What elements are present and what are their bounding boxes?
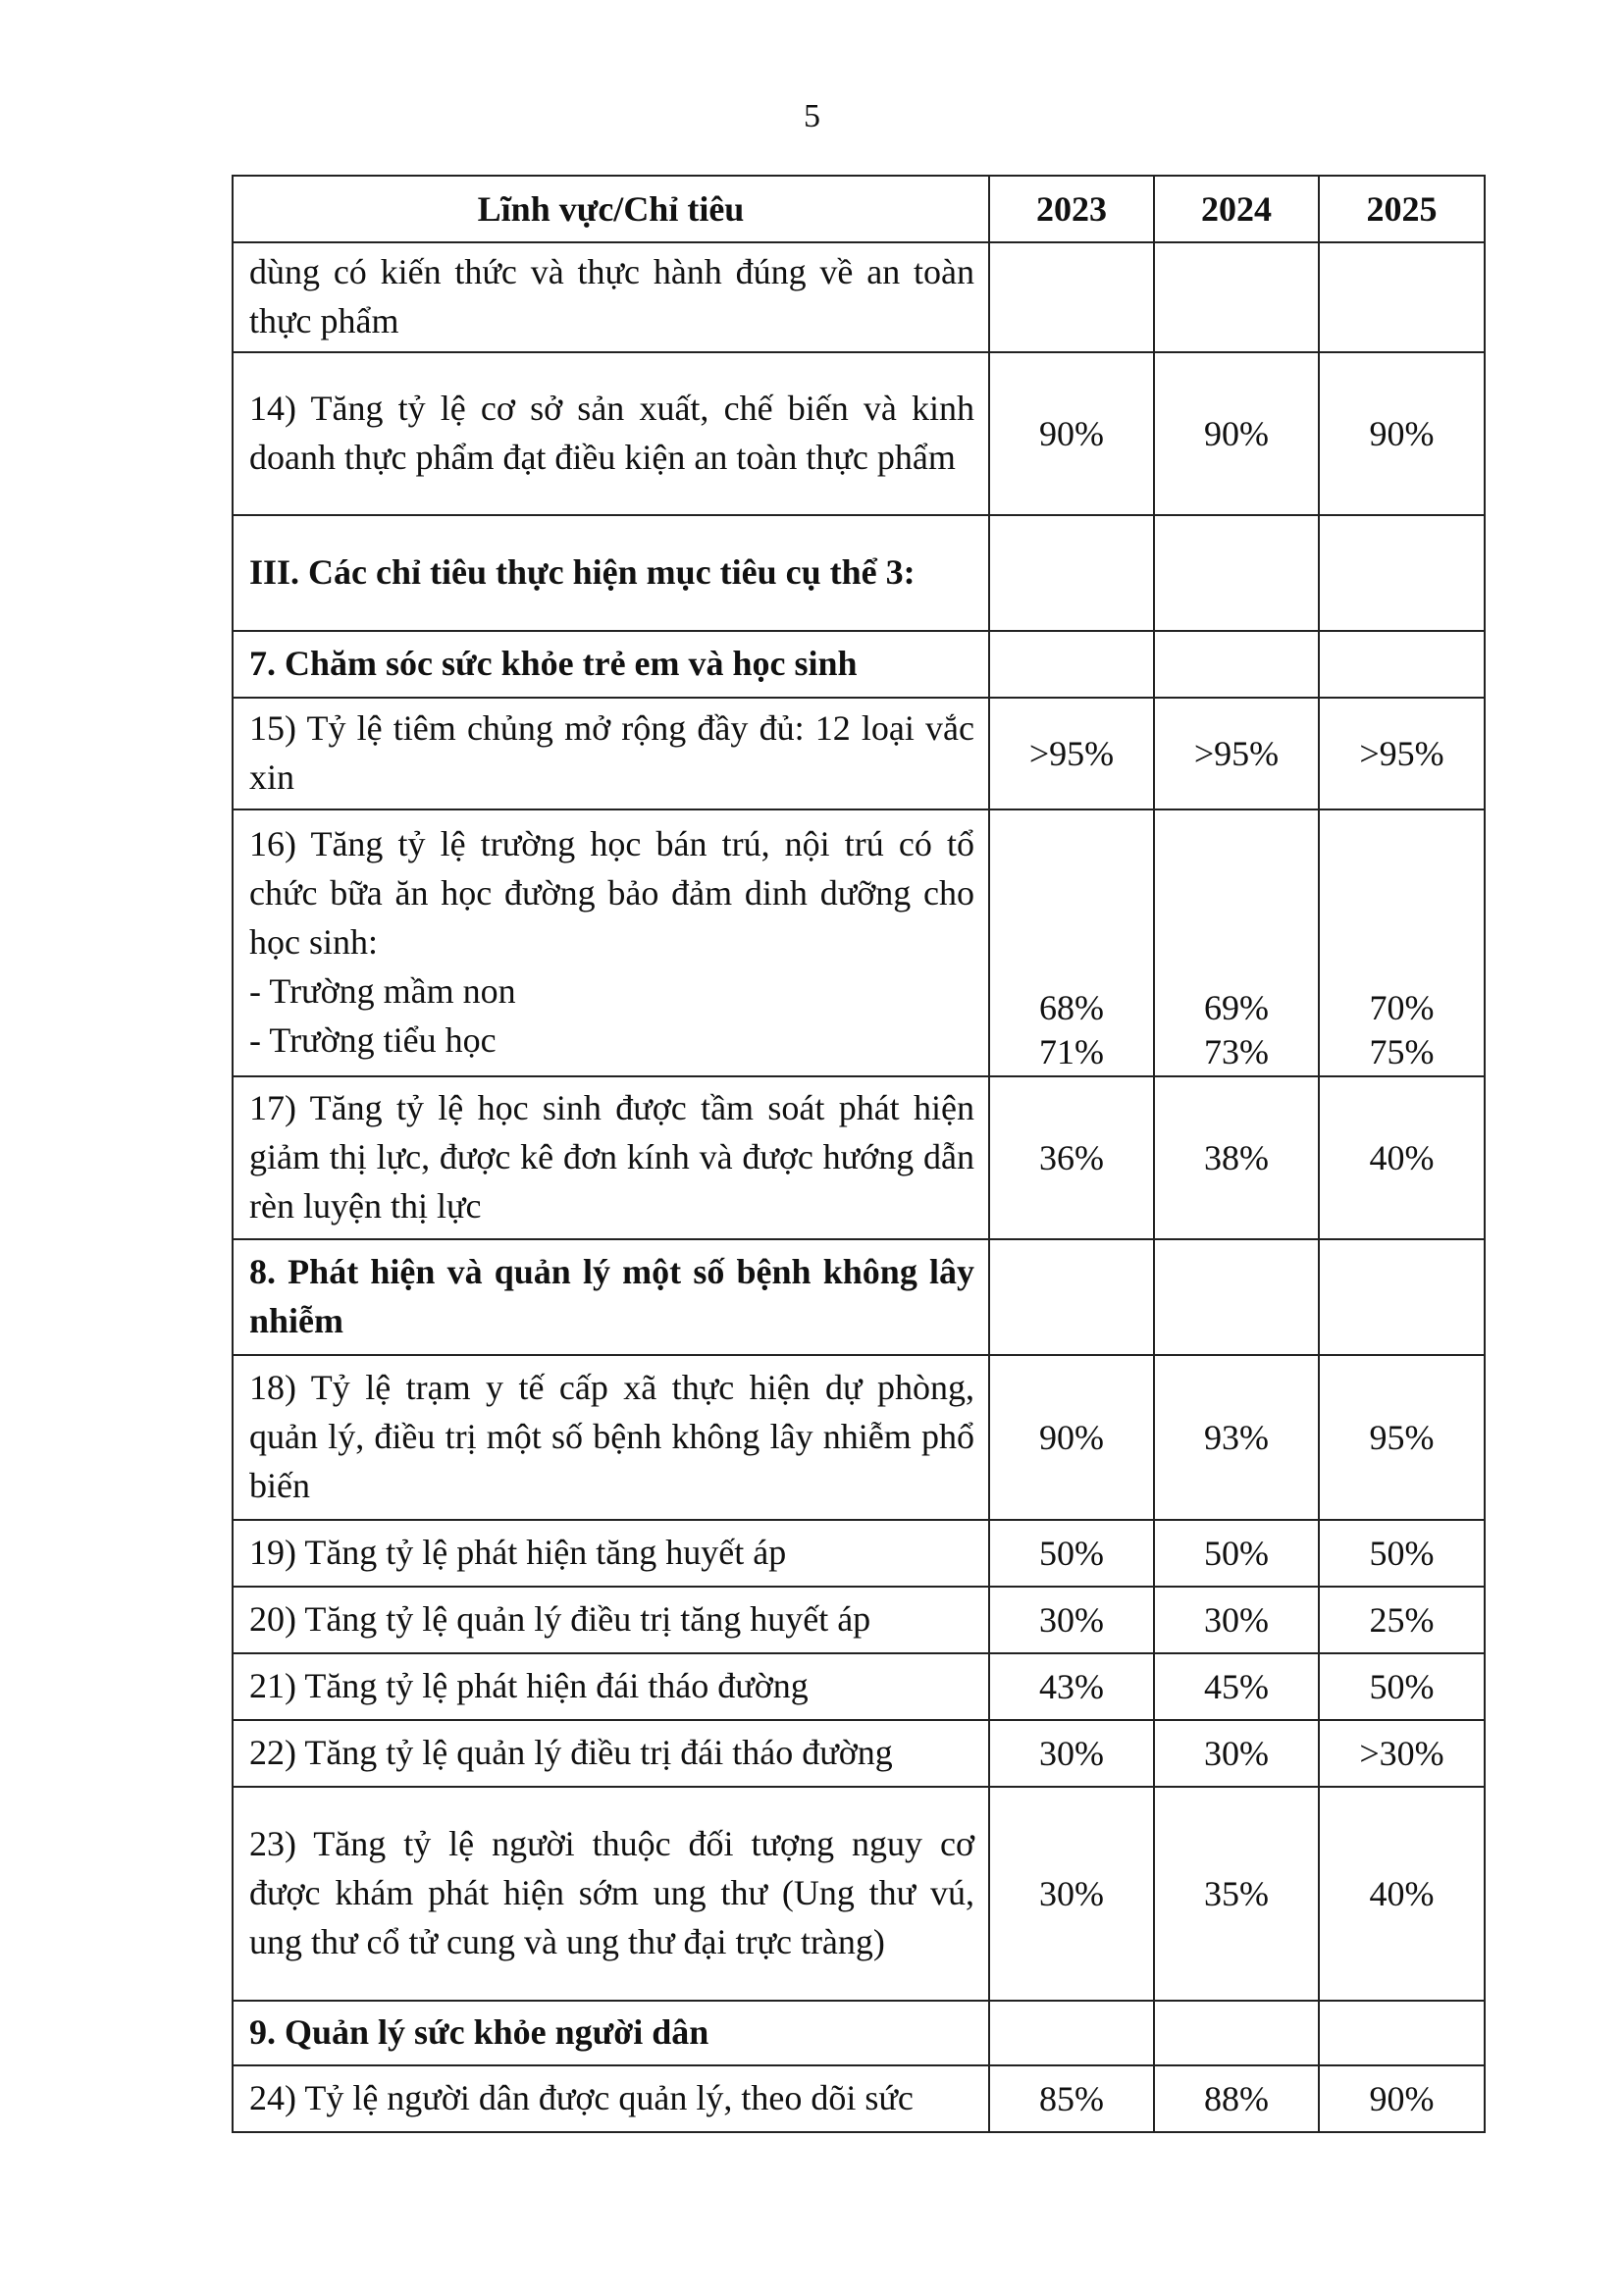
value-2025: 25% <box>1319 1587 1485 1653</box>
value-2024: 35% <box>1154 1787 1319 2001</box>
section-heading: 7. Chăm sóc sức khỏe trẻ em và học sinh <box>233 631 989 698</box>
value-2025 <box>1319 631 1485 698</box>
value-2025: >95% <box>1319 698 1485 809</box>
indicator-cell: 24) Tỷ lệ người dân được quản lý, theo dõi sức <box>233 2065 989 2132</box>
section-heading: 9. Quản lý sức khỏe người dân <box>233 2001 989 2065</box>
value-2023: 36% <box>989 1076 1154 1239</box>
value-2024: 88% <box>1154 2065 1319 2132</box>
page-number: 5 <box>804 98 820 134</box>
value-2024: 38% <box>1154 1076 1319 1239</box>
indicator-cell: dùng có kiến thức và thực hành đúng về an toàn thực phẩm <box>233 242 989 352</box>
value-2023: 30% <box>989 1720 1154 1787</box>
section-heading: III. Các chỉ tiêu thực hiện mục tiêu cụ thể 3: <box>233 515 989 631</box>
value-2023 <box>989 242 1154 352</box>
value-2023 <box>989 515 1154 631</box>
table-row <box>233 2065 1485 2132</box>
header-2025: 2025 <box>1319 176 1485 242</box>
table-row <box>233 1787 1485 2001</box>
value-2024: 45% <box>1154 1653 1319 1720</box>
value-primary-school: 73% <box>1204 1032 1269 1071</box>
table-row <box>233 1520 1485 1587</box>
value-2024 <box>1154 242 1319 352</box>
value-kindergarten: 68% <box>1039 988 1104 1027</box>
value-2025 <box>1319 2001 1485 2065</box>
value-2025: 50% <box>1319 1653 1485 1720</box>
sub-item-primary-school: - Trường tiểu học <box>249 1020 497 1060</box>
value-2025: >30% <box>1319 1720 1485 1787</box>
sub-item-kindergarten: - Trường mầm non <box>249 971 516 1011</box>
table-row <box>233 352 1485 515</box>
value-2023 <box>989 809 1154 1076</box>
value-2025: 50% <box>1319 1520 1485 1587</box>
value-2025: 40% <box>1319 1076 1485 1239</box>
value-2024 <box>1154 631 1319 698</box>
indicator-cell: 18) Tỷ lệ trạm y tế cấp xã thực hiện dự phòng, quản lý, điều trị một số bệnh không lây nhiễm phổ biến <box>233 1355 989 1520</box>
section-row <box>233 2001 1485 2065</box>
value-kindergarten: 70% <box>1369 988 1435 1027</box>
value-primary-school: 71% <box>1039 1032 1104 1071</box>
indicator-cell: 21) Tăng tỷ lệ phát hiện đái tháo đường <box>233 1653 989 1720</box>
value-2023: 30% <box>989 1787 1154 2001</box>
value-2024: 30% <box>1154 1720 1319 1787</box>
value-2025: 95% <box>1319 1355 1485 1520</box>
value-2023: 90% <box>989 1355 1154 1520</box>
header-indicator: Lĩnh vực/Chỉ tiêu <box>233 176 989 242</box>
indicator-table <box>232 175 1486 2133</box>
value-2025 <box>1319 1239 1485 1355</box>
value-2024 <box>1154 515 1319 631</box>
section-heading: 8. Phát hiện và quản lý một số bệnh không lây nhiễm <box>233 1239 989 1355</box>
value-2023 <box>989 2001 1154 2065</box>
value-2025 <box>1319 242 1485 352</box>
value-2023: >95% <box>989 698 1154 809</box>
value-2024: 30% <box>1154 1587 1319 1653</box>
value-2024 <box>1154 809 1319 1076</box>
table-row <box>233 1720 1485 1787</box>
indicator-cell: 20) Tăng tỷ lệ quản lý điều trị tăng huyết áp <box>233 1587 989 1653</box>
value-2023 <box>989 631 1154 698</box>
indicator-text: 16) Tăng tỷ lệ trường học bán trú, nội trú có tổ chức bữa ăn học đường bảo đảm dinh dưỡng cho học sinh: <box>249 824 974 962</box>
table-row <box>233 1076 1485 1239</box>
header-2024: 2024 <box>1154 176 1319 242</box>
table-row <box>233 698 1485 809</box>
value-2023: 43% <box>989 1653 1154 1720</box>
value-2023 <box>989 1239 1154 1355</box>
value-2025 <box>1319 809 1485 1076</box>
indicator-cell: 23) Tăng tỷ lệ người thuộc đối tượng nguy cơ được khám phát hiện sớm ung thư (Ung thư vú, ung thư cổ tử cung và ung thư đại trực tràng) <box>233 1787 989 2001</box>
value-2023: 50% <box>989 1520 1154 1587</box>
value-kindergarten: 69% <box>1204 988 1269 1027</box>
value-2024: 50% <box>1154 1520 1319 1587</box>
table-header-row <box>233 176 1485 242</box>
indicator-cell: 15) Tỷ lệ tiêm chủng mở rộng đầy đủ: 12 loại vắc xin <box>233 698 989 809</box>
value-2025: 40% <box>1319 1787 1485 2001</box>
value-2025: 90% <box>1319 352 1485 515</box>
table-row <box>233 242 1485 352</box>
section-row <box>233 631 1485 698</box>
value-2024: 93% <box>1154 1355 1319 1520</box>
value-2023: 90% <box>989 352 1154 515</box>
indicator-cell <box>233 809 989 1076</box>
indicator-cell: 14) Tăng tỷ lệ cơ sở sản xuất, chế biến và kinh doanh thực phẩm đạt điều kiện an toàn thực phẩm <box>233 352 989 515</box>
table-row <box>233 809 1485 1076</box>
value-2024 <box>1154 2001 1319 2065</box>
indicator-cell: 22) Tăng tỷ lệ quản lý điều trị đái tháo đường <box>233 1720 989 1787</box>
table-row <box>233 1587 1485 1653</box>
value-2023: 30% <box>989 1587 1154 1653</box>
header-2023: 2023 <box>989 176 1154 242</box>
value-2024 <box>1154 1239 1319 1355</box>
value-2025 <box>1319 515 1485 631</box>
indicator-cell: 19) Tăng tỷ lệ phát hiện tăng huyết áp <box>233 1520 989 1587</box>
section-row <box>233 1239 1485 1355</box>
value-2024: >95% <box>1154 698 1319 809</box>
section-row <box>233 515 1485 631</box>
value-2023: 85% <box>989 2065 1154 2132</box>
value-primary-school: 75% <box>1369 1032 1435 1071</box>
value-2025: 90% <box>1319 2065 1485 2132</box>
indicator-cell: 17) Tăng tỷ lệ học sinh được tầm soát phát hiện giảm thị lực, được kê đơn kính và được hướng dẫn rèn luyện thị lực <box>233 1076 989 1239</box>
table-row <box>233 1653 1485 1720</box>
value-2024: 90% <box>1154 352 1319 515</box>
table-row <box>233 1355 1485 1520</box>
